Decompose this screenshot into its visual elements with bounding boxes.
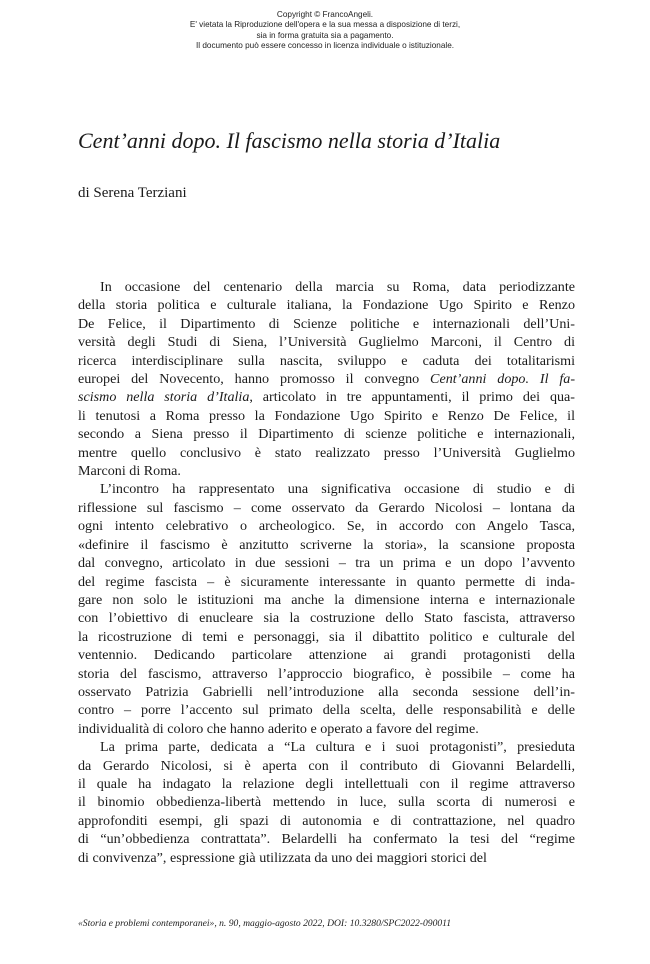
- text-line: individualità di coloro che hanno aderito e operato a favore del regime.: [78, 720, 479, 737]
- text-line: De Felice, il Dipartimento di Scienze politiche e internazionali dell’Uni-: [78, 315, 575, 332]
- text-line: ogni intento celebrativo o archeologico. Se, in accordo con Angelo Tasca,: [78, 518, 575, 535]
- journal-citation: «Storia e problemi contemporanei», n. 90, maggio-agosto 2022, DOI: 10.3280/SPC2022-090011: [78, 918, 452, 929]
- article-body: [78, 278, 575, 867]
- text-line: li tenutosi a Roma presso la Fondazione Ugo Spirito e Renzo De Felice, il: [78, 407, 575, 424]
- article-title: Cent’anni dopo. Il fascismo nella storia d’Italia: [78, 128, 501, 153]
- text-line: La prima parte, dedicata a “La cultura e i suoi protagonisti”, presieduta: [100, 739, 575, 756]
- copyright-line: Il documento può essere concesso in licenza individuale o istituzionale.: [195, 40, 455, 50]
- text-line: riflessione sul fascismo – come osservato da Gerardo Nicolosi – lontana da: [78, 499, 575, 516]
- text-line: mentre quello conclusivo è stato realizzato presso l’Università Guglielmo: [78, 444, 575, 461]
- text-line: ricerca interdisciplinare sulla nascita, sviluppo e caduta dei totalitarismi: [78, 352, 575, 369]
- copyright-notice: [0, 10, 650, 51]
- text-line: «definire il fascismo è anzitutto scriverne la storia», la scansione proposta: [78, 536, 575, 553]
- text-line: versità degli Studi di Siena, l’Università Guglielmo Marconi, il Centro di: [78, 334, 575, 351]
- text-line: secondo a Siena presso il Dipartimento di scienze politiche e internazionali,: [78, 426, 575, 443]
- text-line: il quale ha indagato la relazione degli intellettuali con il regime attraverso: [78, 775, 575, 792]
- text-line: scismo nella storia d’Italia, articolato in tre appuntamenti, il primo dei qua-: [78, 389, 575, 406]
- text-line: della storia politica e culturale italiana, la Fondazione Ugo Spirito e Renzo: [78, 297, 575, 314]
- text-line: approfonditi esempi, gli spazi di autonomia e di contrattazione, nel quadro: [78, 812, 575, 829]
- body-paragraph: [78, 278, 575, 480]
- text-line: di “un’obbedienza contrattata”. Belardelli ha confermato la tesi del “regime: [78, 831, 575, 848]
- text-line: storia del fascismo, attraverso l’approccio biografico, è possibile – come ha: [78, 665, 575, 682]
- article-author: di Serena Terziani: [78, 185, 187, 201]
- copyright-line: sia in forma gratuita sia a pagamento.: [256, 30, 394, 40]
- text-line: contro – porre l’accento sul primato della scelta, delle responsabilità e delle: [78, 702, 575, 719]
- copyright-line: Copyright © FrancoAngeli.: [276, 10, 374, 19]
- text-line: del regime fascista – è sicuramente interessante in quanto permette di inda-: [78, 573, 575, 590]
- text-line: Marconi di Roma.: [78, 463, 181, 480]
- text-line: gare non solo le istituzioni ma anche la dimensione interna e internazionale: [78, 591, 575, 608]
- text-line: In occasione del centenario della marcia su Roma, data periodizzante: [100, 279, 575, 295]
- text-line: europei del Novecento, hanno promosso il convegno Cent’anni dopo. Il fa-: [78, 371, 576, 388]
- copyright-line: E' vietata la Riproduzione dell'opera e la sua messa a disposizione di terzi,: [189, 20, 461, 30]
- text-line: il binomio obbedienza-libertà mettendo in luce, sulla scorta di numerosi e: [78, 794, 575, 811]
- text-line: dal convegno, articolato in due sessioni – tra un prima e un dopo l’avvento: [78, 555, 575, 572]
- text-line: la ricostruzione di temi e personaggi, sia il dibattito politico e culturale del: [78, 628, 575, 645]
- text-line: di convivenza”, espressione già utilizzata da uno dei maggiori storici del: [78, 849, 487, 866]
- text-line: osservato Patrizia Gabrielli nell’introduzione alla seconda sessione dell’in-: [78, 683, 575, 700]
- body-paragraph: [78, 480, 575, 738]
- body-paragraph: [78, 738, 575, 867]
- text-line: L’incontro ha rappresentato una significativa occasione di studio e di: [100, 481, 575, 498]
- text-line: ventennio. Dedicando particolare attenzione ai grandi protagonisti della: [78, 647, 575, 664]
- text-line: da Gerardo Nicolosi, si è aperta con il contributo di Giovanni Belardelli,: [78, 757, 575, 774]
- text-line: con l’obiettivo di enucleare sia la costruzione dello Stato fascista, attraverso: [78, 610, 575, 627]
